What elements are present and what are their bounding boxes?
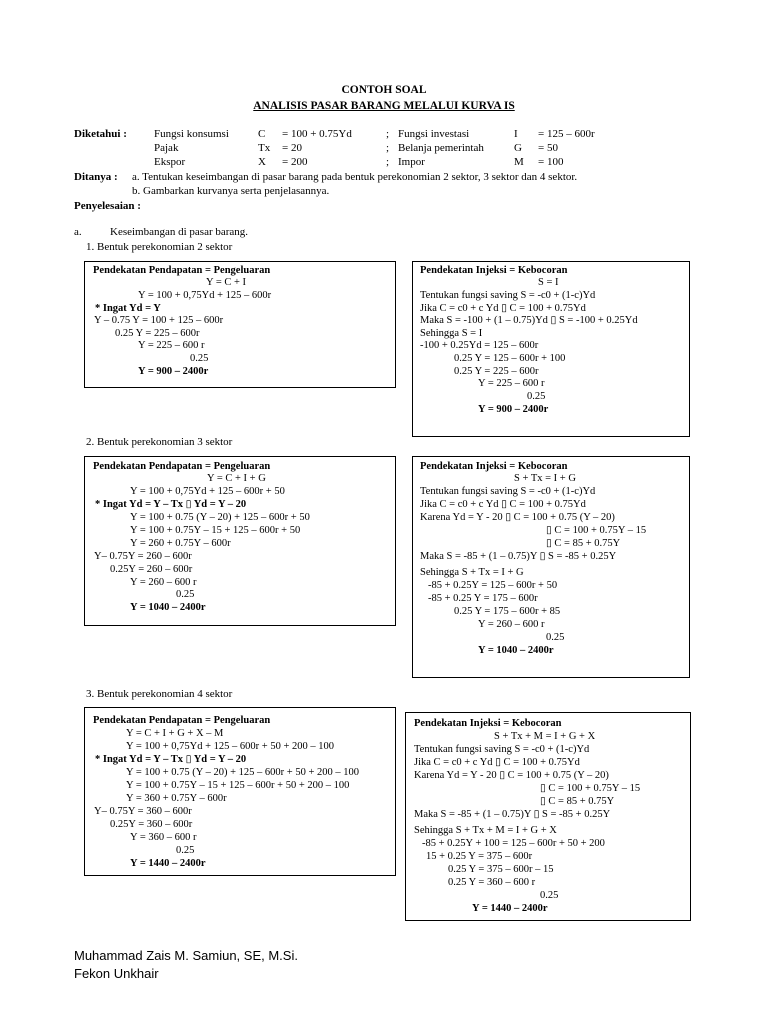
eq-line: Tentukan fungsi saving S = -c0 + (1-c)Yd — [420, 486, 596, 497]
known-cell: M — [514, 156, 524, 168]
eq-line: Y = 260 + 0.75Y – 600r — [130, 538, 231, 549]
known-cell: ; — [386, 128, 390, 140]
eq-line: 0.25 — [190, 353, 209, 364]
known-cell: Fungsi konsumsi — [154, 128, 229, 140]
known-cell: C — [258, 128, 266, 140]
eq-line: 0.25 — [527, 391, 546, 402]
eq-line: 0.25Y = 260 – 600r — [110, 564, 193, 575]
eq-line: 0.25 Y = 360 – 600 r — [448, 877, 536, 888]
eq-line: Maka S = -85 + (1 – 0.75)Y ▯ S = -85 + 0.25Y — [414, 809, 611, 820]
eq-line: * Ingat Yd = Y – Tx ▯ Yd = Y – 20 — [95, 754, 247, 765]
eq-line: -85 + 0.25Y = 125 – 600r + 50 — [428, 580, 558, 591]
known-cell: Belanja pemerintah — [398, 142, 484, 154]
eq-line: Y = 100 + 0,75Yd + 125 – 600r + 50 — [130, 486, 285, 497]
known-cell: Pajak — [154, 142, 179, 154]
eq-line: Y = 225 – 600 r — [478, 378, 545, 389]
eq-line: Y– 0.75Y = 260 – 600r — [94, 551, 192, 562]
eq-line: S + Tx = I + G — [514, 473, 576, 484]
box-heading: Pendekatan Pendapatan = Pengeluaran — [93, 265, 271, 276]
known-cell: = 20 — [282, 142, 302, 154]
eq-line: Maka S = -100 + (1 – 0.75)Yd ▯ S = -100 + 0.25Yd — [420, 315, 638, 326]
eq-line: Y = 100 + 0.75Y – 15 + 125 – 600r + 50 + 200 – 100 — [126, 780, 350, 791]
section-heading: 1. Bentuk perekonomian 2 sektor — [86, 241, 233, 253]
known-cell: G — [514, 142, 522, 154]
known-cell: X — [258, 156, 266, 168]
known-cell: ; — [386, 156, 390, 168]
box-heading: Pendekatan Injeksi = Kebocoran — [420, 461, 568, 472]
eq-line: Y = 360 + 0.75Y – 600r — [126, 793, 227, 804]
eq-line: Tentukan fungsi saving S = -c0 + (1-c)Yd — [414, 744, 590, 755]
eq-line: Y = 260 – 600 r — [478, 619, 545, 630]
eq-line: -85 + 0.25 Y = 175 – 600r — [428, 593, 538, 604]
eq-line: ▯ C = 85 + 0.75Y — [546, 538, 621, 549]
eq-line: Y = 360 – 600 r — [130, 832, 197, 843]
eq-line: Y = 1040 – 2400r — [478, 645, 554, 656]
eq-line: Y = 100 + 0.75 (Y – 20) + 125 – 600r + 50 + 200 – 100 — [126, 767, 359, 778]
eq-line: ▯ C = 100 + 0.75Y – 15 — [540, 783, 641, 794]
eq-line: 15 + 0.25 Y = 375 – 600r — [426, 851, 533, 862]
box-heading: Pendekatan Pendapatan = Pengeluaran — [93, 715, 271, 726]
known-cell: Ekspor — [154, 156, 186, 168]
doc-subtitle: ANALISIS PASAR BARANG MELALUI KURVA IS — [253, 100, 515, 112]
eq-line: ▯ C = 100 + 0.75Y – 15 — [546, 525, 647, 536]
eq-line: S = I — [538, 277, 559, 288]
eq-line: 0.25 — [176, 845, 195, 856]
eq-line: Y– 0.75Y = 360 – 600r — [94, 806, 192, 817]
eq-line: * Ingat Yd = Y — [95, 303, 161, 314]
known-cell: = 125 – 600r — [538, 128, 595, 140]
eq-line: S + Tx + M = I + G + X — [494, 731, 596, 742]
known-cell: = 100 — [538, 156, 564, 168]
box-heading: Pendekatan Injeksi = Kebocoran — [414, 718, 562, 729]
known-label: Diketahui : — [74, 128, 127, 140]
eq-line: 0.25 Y = 175 – 600r + 85 — [454, 606, 561, 617]
eq-line: 0.25 — [540, 890, 559, 901]
eq-line: Y = 1040 – 2400r — [130, 602, 206, 613]
eq-line: Y = 900 – 2400r — [138, 366, 209, 377]
section-heading: 2. Bentuk perekonomian 3 sektor — [86, 436, 233, 448]
eq-line: Y = 1440 – 2400r — [472, 903, 548, 914]
eq-line: 0.25 Y = 125 – 600r + 100 — [454, 353, 566, 364]
known-cell: Fungsi investasi — [398, 128, 470, 140]
eq-line: -100 + 0.25Yd = 125 – 600r — [420, 340, 539, 351]
eq-line: Y = C + I — [206, 277, 247, 288]
eq-line: Sehingga S + Tx = I + G — [420, 567, 524, 578]
eq-line: Sehingga S = I — [420, 328, 483, 339]
eq-line: Y = 260 – 600 r — [130, 577, 197, 588]
eq-line: Jika C = c0 + c Yd ▯ C = 100 + 0.75Yd — [414, 757, 580, 768]
known-cell: Tx — [258, 142, 271, 154]
solution-label: Penyelesaian : — [74, 200, 141, 212]
eq-line: Y = 900 – 2400r — [478, 404, 549, 415]
eq-line: Jika C = c0 + c Yd ▯ C = 100 + 0.75Yd — [420, 499, 586, 510]
eq-line: 0.25 Y = 375 – 600r – 15 — [448, 864, 554, 875]
eq-line: Sehingga S + Tx + M = I + G + X — [414, 825, 557, 836]
eq-line: Y = 100 + 0.75Y – 15 + 125 – 600r + 50 — [130, 525, 301, 536]
solution-a-marker: a. — [74, 226, 82, 238]
eq-line: Jika C = c0 + c Yd ▯ C = 100 + 0.75Yd — [420, 303, 586, 314]
eq-line: 0.25 — [546, 632, 565, 643]
known-cell: ; — [386, 142, 390, 154]
eq-line: Y = 100 + 0.75 (Y – 20) + 125 – 600r + 50 — [130, 512, 310, 523]
eq-line: Y = C + I + G — [207, 473, 266, 484]
footer-author: Muhammad Zais M. Samiun, SE, M.Si. — [74, 948, 298, 963]
known-cell: = 200 — [282, 156, 308, 168]
eq-line: Karena Yd = Y - 20 ▯ C = 100 + 0.75 (Y – 20) — [414, 770, 609, 781]
eq-line: Y = 225 – 600 r — [138, 340, 205, 351]
known-cell: Impor — [398, 156, 425, 168]
eq-line: 0.25 Y = 225 – 600r — [115, 328, 200, 339]
eq-line: -85 + 0.25Y + 100 = 125 – 600r + 50 + 200 — [422, 838, 605, 849]
eq-line: * Ingat Yd = Y – Tx ▯ Yd = Y – 20 — [95, 499, 247, 510]
box-heading: Pendekatan Pendapatan = Pengeluaran — [93, 461, 271, 472]
asked-a: a. Tentukan keseimbangan di pasar barang pada bentuk perekonomian 2 sektor, 3 sektor dan 4 sektor. — [132, 171, 578, 183]
asked-label: Ditanya : — [74, 171, 118, 183]
solution-a-text: Keseimbangan di pasar barang. — [110, 226, 249, 238]
eq-line: Y = 1440 – 2400r — [130, 858, 206, 869]
eq-line: Tentukan fungsi saving S = -c0 + (1-c)Yd — [420, 290, 596, 301]
eq-line: 0.25Y = 360 – 600r — [110, 819, 193, 830]
known-cell: = 100 + 0.75Yd — [282, 128, 352, 140]
doc-title: CONTOH SOAL — [341, 84, 427, 96]
eq-line: Maka S = -85 + (1 – 0.75)Y ▯ S = -85 + 0.25Y — [420, 551, 617, 562]
eq-line: ▯ C = 85 + 0.75Y — [540, 796, 615, 807]
known-cell: I — [514, 128, 518, 140]
section-heading: 3. Bentuk perekonomian 4 sektor — [86, 688, 233, 700]
eq-line: 0.25 — [176, 589, 195, 600]
asked-b: b. Gambarkan kurvanya serta penjelasannya. — [132, 185, 330, 197]
eq-line: Y = 100 + 0,75Yd + 125 – 600r + 50 + 200 – 100 — [126, 741, 335, 752]
eq-line: Y – 0.75 Y = 100 + 125 – 600r — [94, 315, 224, 326]
box-heading: Pendekatan Injeksi = Kebocoran — [420, 265, 568, 276]
eq-line: Y = 100 + 0,75Yd + 125 – 600r — [138, 290, 272, 301]
footer-affiliation: Fekon Unkhair — [74, 966, 159, 981]
eq-line: Karena Yd = Y - 20 ▯ C = 100 + 0.75 (Y – 20) — [420, 512, 615, 523]
known-cell: = 50 — [538, 142, 558, 154]
eq-line: 0.25 Y = 225 – 600r — [454, 366, 539, 377]
eq-line: Y = C + I + G + X – M — [126, 728, 224, 739]
